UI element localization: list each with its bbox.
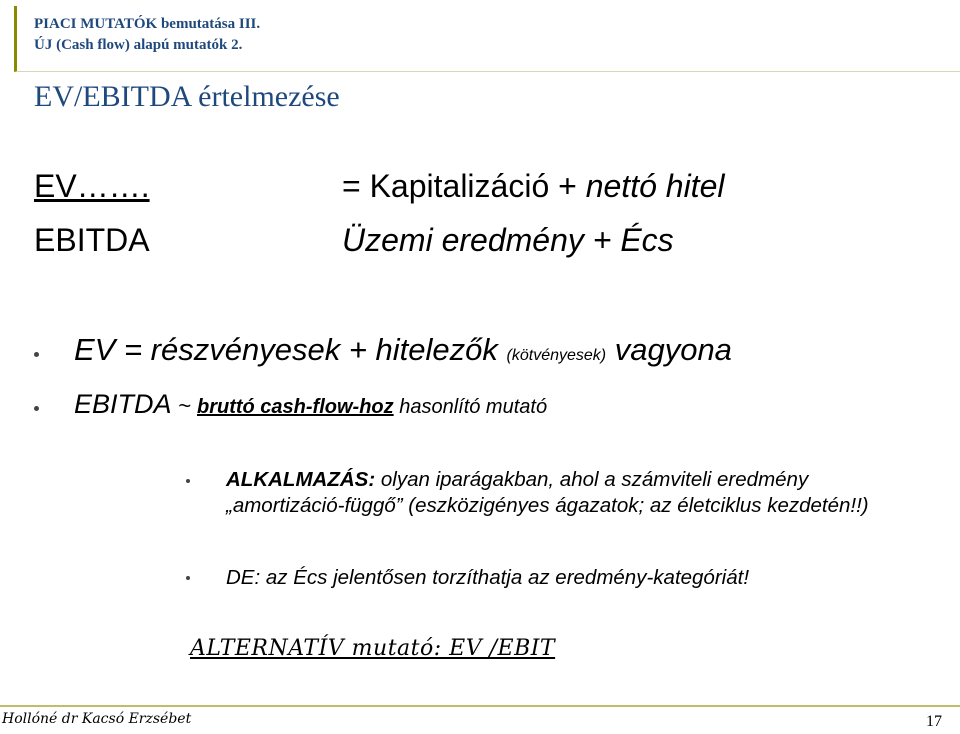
- formula-denominator-label: EBITDA: [34, 222, 150, 258]
- bullet-ebitda: [74, 389, 547, 420]
- header-line-1: PIACI MUTATÓK bemutatása III.: [34, 16, 261, 32]
- bullet-ev-part1: EV = részvényesek + hitelezők: [74, 332, 507, 367]
- formula-numerator-eq: = Kapitalizáció +: [342, 168, 586, 204]
- formula-numerator-definition: [342, 168, 724, 205]
- sub-bullet-warning-text: DE: az Écs jelentősen torzíthatja az eredmény-kategóriát!: [226, 566, 750, 589]
- slide-title: EV/EBITDA értelmezése: [34, 80, 340, 113]
- header-line-2: ÚJ (Cash flow) alapú mutatók 2.: [34, 37, 243, 53]
- bullet-ev-part3: vagyona: [606, 332, 732, 367]
- formula-numerator-label: EV…….: [34, 168, 150, 204]
- bullet-ebitda-part1: EBITDA: [74, 389, 179, 419]
- sub-bullet-application-text: olyan iparágakban, ahol a számviteli eredmény „amortizáció-függő” (eszközigényes ágazatok; az életciklus kezdetén!!): [226, 468, 869, 517]
- bullet-dot-1: [34, 352, 39, 357]
- footer-author: Hollóné dr Kacsó Erzsébet: [2, 711, 192, 727]
- sub-bullet-dot-1: [186, 479, 190, 483]
- bullet-ev: [74, 332, 732, 368]
- bullet-dot-2: [34, 406, 39, 411]
- page-number: 17: [926, 713, 942, 730]
- alternative-indicator: ALTERNATÍV mutató: EV /EBIT: [190, 636, 556, 661]
- sub-bullet-application: [226, 467, 926, 519]
- footer-divider: [0, 705, 960, 707]
- formula-denominator-definition: Üzemi eredmény + Écs: [342, 222, 674, 258]
- bullet-ebitda-part2: ~: [178, 393, 197, 418]
- formula-numerator-italic: nettó hitel: [585, 168, 725, 204]
- bullet-ev-part2: (kötvényesek): [506, 347, 607, 364]
- sub-bullet-warning: [226, 565, 926, 591]
- bullet-ebitda-part4: hasonlító mutató: [393, 396, 548, 418]
- sub-bullet-dot-2: [186, 576, 190, 580]
- bullet-ebitda-part3: bruttó cash-flow-hoz: [197, 396, 394, 418]
- sub-bullet-application-label: ALKALMAZÁS:: [226, 468, 376, 491]
